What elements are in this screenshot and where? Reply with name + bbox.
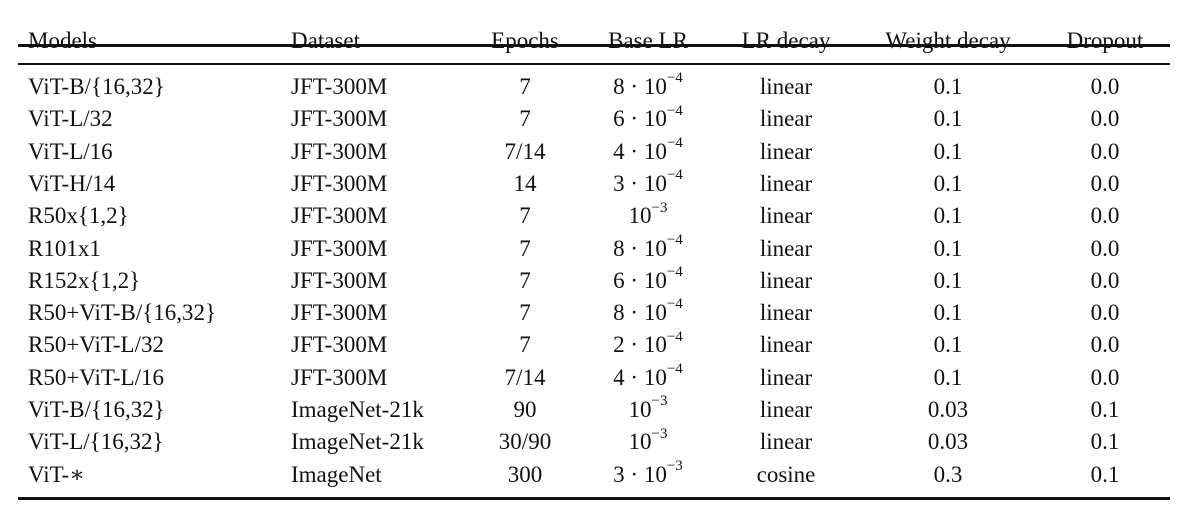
cell-epochs: 7	[519, 332, 531, 358]
cell-base-lr	[613, 297, 683, 329]
table-row	[0, 168, 1194, 200]
table-row	[0, 394, 1194, 426]
cell-model: R101x1	[28, 235, 101, 261]
cell-model: ViT-∗	[28, 461, 85, 487]
cell-lr-decay: linear	[759, 106, 813, 132]
header-models: Models	[28, 28, 97, 53]
base-lr-exponent: −4	[666, 328, 683, 345]
cell-model: ViT-L/16	[28, 138, 113, 164]
cell-lr-decay: linear	[759, 170, 813, 196]
cell-epochs: 7	[519, 235, 531, 261]
cell-epochs: 7	[519, 106, 531, 132]
cell-base-lr	[613, 168, 683, 200]
table-row	[0, 233, 1194, 265]
base-lr-exponent: −4	[666, 134, 683, 151]
table-header-row	[0, 25, 1194, 57]
cell-weight-decay: 0.1	[933, 267, 963, 293]
cell-epochs: 7	[519, 300, 531, 326]
base-lr-mantissa: 10	[628, 203, 652, 229]
cell-weight-decay: 0.1	[933, 364, 963, 390]
cell-base-lr	[613, 362, 683, 394]
cell-model: ViT-H/14	[28, 170, 116, 196]
cell-dataset: JFT-300M	[291, 138, 388, 164]
cell-lr-decay: linear	[759, 429, 813, 455]
cell-epochs: 90	[513, 397, 537, 422]
cell-lr-decay: cosine	[756, 461, 816, 487]
base-lr-mantissa: 3 · 10	[613, 461, 667, 487]
cell-model: R50+ViT-L/16	[28, 364, 164, 390]
cell-dataset: JFT-300M	[291, 74, 388, 99]
cell-dropout: 0.0	[1090, 364, 1120, 390]
base-lr-mantissa: 3 · 10	[613, 170, 667, 196]
cell-dropout: 0.0	[1090, 332, 1120, 358]
cell-dataset: JFT-300M	[291, 267, 388, 293]
cell-base-lr	[613, 329, 683, 361]
cell-dataset: ImageNet	[291, 461, 382, 487]
base-lr-mantissa: 4 · 10	[613, 138, 667, 164]
cell-dropout: 0.1	[1090, 429, 1120, 455]
base-lr-mantissa: 4 · 10	[613, 364, 667, 390]
cell-dropout: 0.0	[1090, 74, 1120, 99]
cell-lr-decay: linear	[759, 74, 813, 99]
cell-lr-decay: linear	[759, 138, 813, 164]
cell-dropout: 0.1	[1090, 397, 1120, 422]
base-lr-exponent: −3	[651, 199, 668, 216]
cell-base-lr	[613, 103, 683, 135]
base-lr-exponent: −3	[666, 457, 683, 474]
cell-dataset: JFT-300M	[291, 170, 388, 196]
cell-epochs: 7	[519, 74, 531, 99]
cell-dataset: JFT-300M	[291, 300, 388, 326]
cell-base-lr	[613, 233, 683, 265]
cell-model: R50+ViT-B/{16,32}	[28, 300, 217, 326]
cell-model: R50+ViT-L/32	[28, 332, 164, 358]
table-row	[0, 136, 1194, 168]
cell-dropout: 0.0	[1090, 300, 1120, 326]
cell-dataset: ImageNet-21k	[291, 397, 424, 422]
header-lr-decay: LR decay	[741, 28, 831, 53]
base-lr-mantissa: 6 · 10	[613, 267, 667, 293]
cell-base-lr	[613, 71, 683, 103]
cell-weight-decay: 0.1	[933, 170, 963, 196]
cell-weight-decay: 0.03	[927, 429, 969, 455]
cell-epochs: 7/14	[504, 138, 546, 164]
cell-model: R152x{1,2}	[28, 267, 141, 293]
table-row	[0, 362, 1194, 394]
cell-weight-decay: 0.1	[933, 203, 963, 229]
cell-base-lr	[613, 265, 683, 297]
cell-dropout: 0.0	[1090, 106, 1120, 132]
cell-lr-decay: linear	[759, 364, 813, 390]
cell-dataset: JFT-300M	[291, 364, 388, 390]
base-lr-mantissa: 10	[628, 397, 652, 422]
cell-base-lr	[629, 200, 668, 232]
base-lr-exponent: −4	[666, 70, 683, 87]
cell-dropout: 0.0	[1090, 267, 1120, 293]
cell-epochs: 30/90	[498, 429, 552, 455]
cell-dataset: JFT-300M	[291, 203, 388, 229]
cell-model: ViT-L/32	[28, 106, 113, 132]
base-lr-exponent: −4	[666, 231, 683, 248]
base-lr-mantissa: 8 · 10	[613, 74, 667, 99]
cell-dropout: 0.0	[1090, 138, 1120, 164]
base-lr-exponent: −4	[666, 361, 683, 378]
cell-base-lr	[629, 426, 668, 458]
cell-lr-decay: linear	[759, 397, 813, 422]
table-row	[0, 297, 1194, 329]
cell-dataset: JFT-300M	[291, 106, 388, 132]
cell-base-lr	[613, 459, 683, 491]
cell-weight-decay: 0.3	[933, 461, 963, 487]
base-lr-mantissa: 8 · 10	[613, 235, 667, 261]
base-lr-mantissa: 8 · 10	[613, 300, 667, 326]
base-lr-exponent: −4	[666, 264, 683, 281]
base-lr-exponent: −3	[651, 425, 668, 442]
cell-lr-decay: linear	[759, 267, 813, 293]
cell-weight-decay: 0.1	[933, 235, 963, 261]
base-lr-exponent: −4	[666, 296, 683, 313]
cell-model: R50x{1,2}	[28, 203, 129, 229]
cell-lr-decay: linear	[759, 235, 813, 261]
cell-model: ViT-B/{16,32}	[28, 397, 165, 422]
cell-epochs: 14	[513, 170, 537, 196]
table-header-rule	[18, 63, 1170, 65]
base-lr-exponent: −3	[651, 393, 668, 410]
cell-lr-decay: linear	[759, 203, 813, 229]
table-row	[0, 459, 1194, 491]
cell-weight-decay: 0.1	[933, 106, 963, 132]
header-dropout: Dropout	[1066, 28, 1144, 53]
table-row	[0, 426, 1194, 458]
table-row	[0, 71, 1194, 103]
table-bottom-rule	[18, 497, 1170, 500]
table-row	[0, 265, 1194, 297]
cell-epochs: 7	[519, 267, 531, 293]
cell-dataset: JFT-300M	[291, 332, 388, 358]
header-weight-decay: Weight decay	[885, 28, 1011, 53]
cell-base-lr	[629, 394, 668, 426]
header-epochs: Epochs	[491, 28, 559, 53]
cell-lr-decay: linear	[759, 300, 813, 326]
cell-dataset: ImageNet-21k	[291, 429, 424, 455]
base-lr-mantissa: 6 · 10	[613, 106, 667, 132]
cell-weight-decay: 0.1	[933, 138, 963, 164]
base-lr-exponent: −4	[666, 167, 683, 184]
cell-weight-decay: 0.1	[933, 300, 963, 326]
cell-model: ViT-B/{16,32}	[28, 74, 165, 99]
cell-lr-decay: linear	[759, 332, 813, 358]
header-dataset: Dataset	[291, 28, 360, 53]
cell-dropout: 0.0	[1090, 203, 1120, 229]
header-base-lr: Base LR	[608, 28, 688, 53]
cell-epochs: 7	[519, 203, 531, 229]
cell-dropout: 0.1	[1090, 461, 1120, 487]
cell-weight-decay: 0.1	[933, 332, 963, 358]
table-row	[0, 103, 1194, 135]
cell-dataset: JFT-300M	[291, 235, 388, 261]
table-row	[0, 200, 1194, 232]
base-lr-exponent: −4	[666, 102, 683, 119]
table-row	[0, 329, 1194, 361]
base-lr-mantissa: 2 · 10	[613, 332, 667, 358]
cell-weight-decay: 0.1	[933, 74, 963, 99]
cell-epochs: 300	[507, 461, 543, 487]
cell-weight-decay: 0.03	[927, 397, 969, 422]
cell-model: ViT-L/{16,32}	[28, 429, 164, 455]
cell-dropout: 0.0	[1090, 235, 1120, 261]
cell-base-lr	[613, 136, 683, 168]
cell-epochs: 7/14	[504, 364, 546, 390]
cell-dropout: 0.0	[1090, 170, 1120, 196]
base-lr-mantissa: 10	[628, 429, 652, 455]
